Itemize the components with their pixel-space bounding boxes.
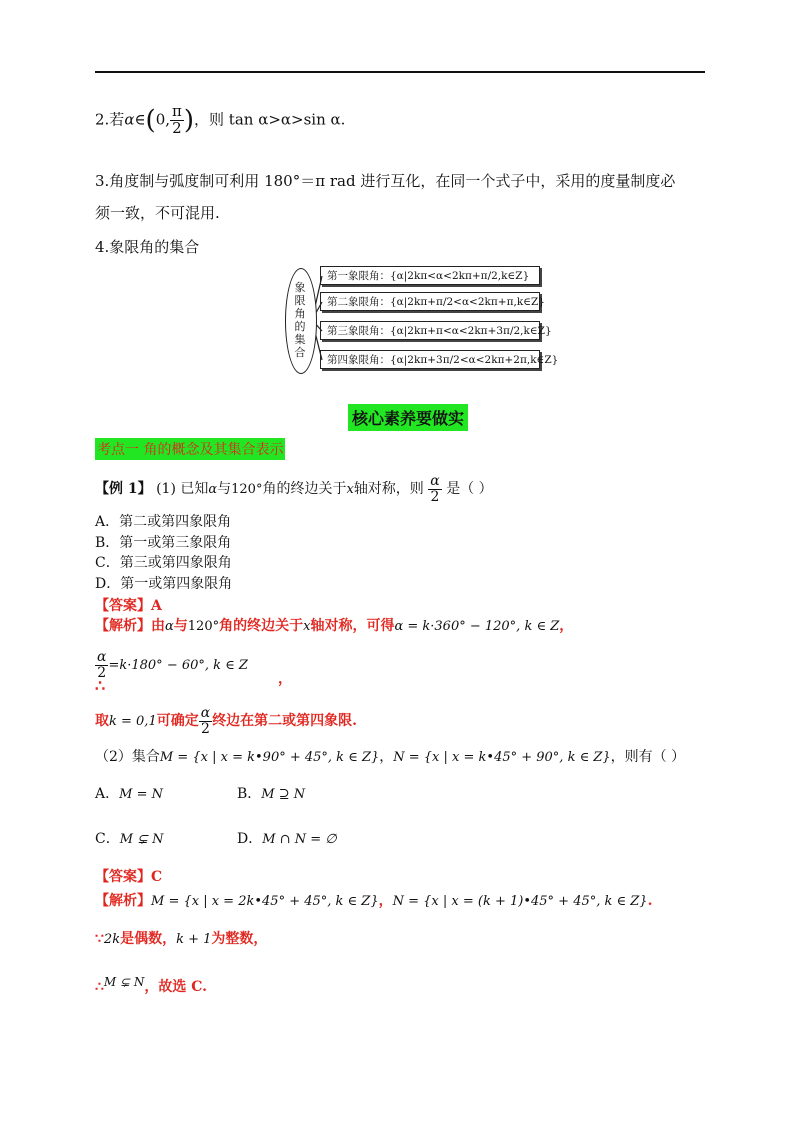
ex2-analysis-end: . <box>647 893 653 909</box>
para-2 <box>95 104 345 137</box>
ex2-optb-label: B． <box>237 786 262 802</box>
ex2-option-d <box>237 828 337 848</box>
ex1-therefore-den: 2 <box>97 664 107 681</box>
ex2-because-2k: 2k <box>103 932 121 947</box>
interval-zero: 0, <box>155 110 171 129</box>
top-rule <box>95 71 705 73</box>
ex2-analysis-n: N = {x | x = (k + 1)•45° + 45°, k ∈ Z} <box>392 894 648 909</box>
ex1-mid: 角的终边关于 <box>262 481 347 498</box>
ex1-angle: 120° <box>231 482 263 498</box>
ex2-set-m: M = {x | x = k•90° + 45°, k ∈ Z} <box>159 750 380 765</box>
ex1-analysis-text: 由 <box>151 618 165 634</box>
ex1-tail: 是（ ） <box>446 481 493 498</box>
ex1-x: x <box>346 482 354 498</box>
ex1-therefore-comma: ， <box>277 671 292 688</box>
diagram-q1: 第一象限角：{α|2kπ<α<2kπ+π/2,k∈Z} <box>320 266 540 285</box>
ex2-opta-label: A． <box>95 786 120 802</box>
ex2-analysis-sep: ， <box>378 893 393 909</box>
ex1-analysis <box>95 615 573 635</box>
point-heading: 考点一 角的概念及其集合表示 <box>95 438 285 460</box>
diagram-oval-label: 象限角的集合 <box>294 281 306 359</box>
alpha-in: α∈ <box>124 110 146 129</box>
para-3-line-2: 须一致，不可混用. <box>95 204 220 222</box>
ex2-because-mid: 是偶数， <box>120 931 177 947</box>
ex1-take-den: 2 <box>200 720 210 737</box>
ex1-frac-den: 2 <box>430 488 440 505</box>
ex1-take-prefix: 取 <box>95 713 109 730</box>
section-heading: 核心素养要做实 <box>348 404 468 431</box>
diagram-q4: 第四象限角：{α|2kπ+3π/2<α<2kπ+2π,k∈Z} <box>320 350 540 369</box>
ex2-set-n: N = {x | x = k•45° + 90°, k ∈ Z} <box>393 750 611 765</box>
ex1-mid2: 轴对称，则 <box>353 481 424 498</box>
para-3-line-1: 3.角度制与弧度制可利用 180°＝π rad 进行互化，在同一个式子中，采用的度量制度必 <box>95 172 676 190</box>
ex1-therefore-num: α <box>97 649 107 665</box>
ex1-analysis-x: x <box>303 619 311 634</box>
ex1-therefore-symbol: ∴ <box>95 676 106 695</box>
ex1-therefore <box>95 649 292 688</box>
ex2-opta: M = N <box>119 787 163 802</box>
ex2-so <box>95 976 207 996</box>
ex2-suffix: ，则有（ ） <box>610 749 686 765</box>
ex2-analysis <box>95 890 652 910</box>
ex1-analysis-mid2: 轴对称，可得 <box>310 618 395 634</box>
ex2-optd: M ∩ N = ∅ <box>262 832 337 847</box>
ex2-because-k1: k + 1 <box>176 932 212 947</box>
ex1-analysis-label: 【解析】 <box>95 618 151 634</box>
ex2-analysis-label: 【解析】 <box>95 893 151 909</box>
ex2-so-rel: M ⊊ N <box>103 975 145 989</box>
ex1-take <box>95 706 357 736</box>
ex2-optc-label: C． <box>95 831 120 847</box>
ex1-analysis-alpha: α <box>165 619 174 634</box>
ex1-part1: (1) 已知 <box>156 481 209 498</box>
ex1-frac-num: α <box>430 473 440 489</box>
ex2-optd-label: D． <box>237 831 263 847</box>
ex1-analysis-with: 与 <box>173 618 188 634</box>
ex1-option-b: B．第一或第三象限角 <box>95 535 232 551</box>
ex2-because-end: 为整数， <box>211 931 268 947</box>
example-1-question <box>95 474 493 504</box>
ex1-option-d: D．第一或第四象限角 <box>95 576 233 592</box>
ex2-sep: ， <box>379 749 394 765</box>
ex1-analysis-angle: 120° <box>187 619 220 634</box>
para-4-title: 4.象限角的集合 <box>95 238 200 256</box>
ex2-option-b <box>237 783 305 803</box>
ex2-so-end: ，故选 C. <box>144 979 208 995</box>
example-label: 【例 1】 <box>95 481 152 498</box>
diagram-q2: 第二象限角：{α|2kπ+π/2<α<2kπ+π,k∈Z} <box>320 292 540 311</box>
ex1-take-suffix: 终边在第二或第四象限. <box>212 713 358 730</box>
para2-prefix: 2.若 <box>95 110 125 129</box>
ex1-analysis-formula: α = k·360° − 120°, k ∈ Z <box>394 619 560 634</box>
pi-den: 2 <box>172 118 182 137</box>
pi-over-two <box>170 104 184 137</box>
ex1-alpha: α <box>208 482 218 498</box>
ex1-analysis-comma: ， <box>559 618 574 634</box>
ex1-take-mid: 可确定 <box>156 713 199 730</box>
paren-close: ) <box>183 105 195 136</box>
ex2-so-symbol: ∴ <box>95 979 104 995</box>
ex2-because-symbol: ∵ <box>95 931 104 947</box>
ex1-analysis-mid: 角的终边关于 <box>219 618 304 634</box>
ex1-frac <box>428 474 441 504</box>
ex2-option-c <box>95 828 164 848</box>
ex2-option-a <box>95 783 163 803</box>
ex2-analysis-m: M = {x | x = 2k•45° + 45°, k ∈ Z} <box>151 894 379 909</box>
ex1-take-frac <box>199 706 212 736</box>
ex2-answer: 【答案】C <box>95 869 163 885</box>
ex1-answer: 【答案】A <box>95 598 162 614</box>
ex2-because <box>95 928 267 948</box>
ex2-optb: M ⊇ N <box>261 787 306 802</box>
ex2-question <box>95 746 685 766</box>
ex1-option-a: A．第二或第四象限角 <box>95 514 232 530</box>
para2-suffix: ，则 tan α>α>sin α. <box>194 110 346 129</box>
ex1-take-k: k = 0,1 <box>109 714 157 730</box>
pi-num: π <box>172 102 182 120</box>
ex2-prefix: （2）集合 <box>95 749 160 765</box>
paren-open: ( <box>145 105 156 136</box>
ex1-therefore-formula: =k·180° − 60°, k ∈ Z <box>108 658 248 674</box>
ex1-with: 与 <box>217 481 232 498</box>
diagram-q3: 第三象限角：{α|2kπ+π<α<2kπ+3π/2,k∈Z} <box>320 321 540 340</box>
ex1-take-num: α <box>200 705 211 721</box>
ex1-option-c: C．第三或第四象限角 <box>95 555 232 571</box>
ex2-optc: M ⊊ N <box>119 832 164 847</box>
